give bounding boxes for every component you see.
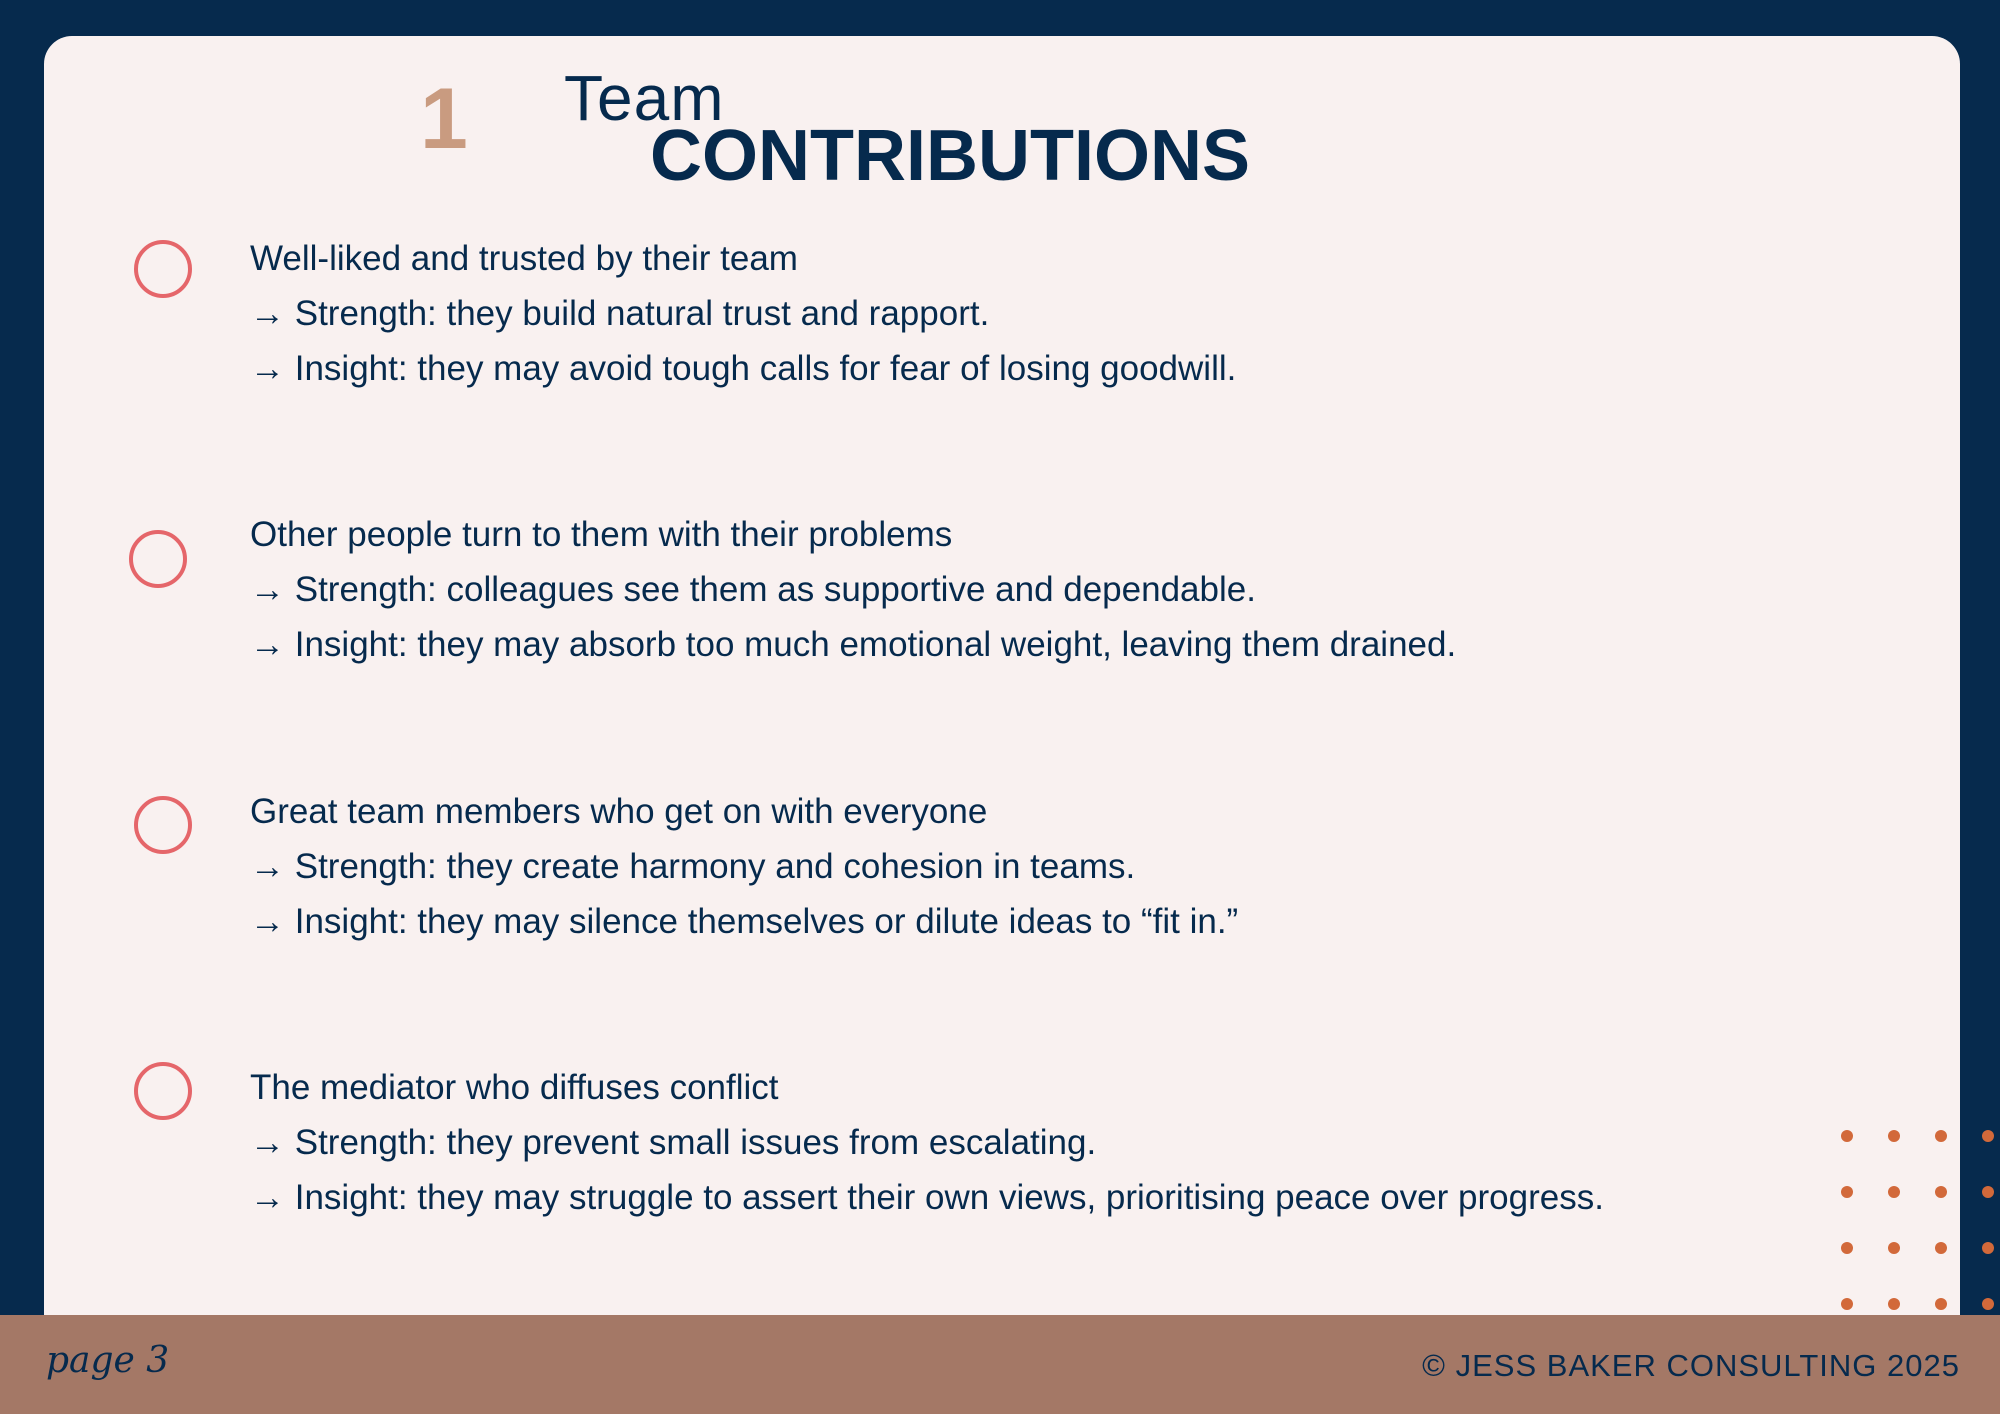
dot xyxy=(1982,1186,1994,1198)
item-insight: → Insight: they may silence themselves or dilute ideas to “fit in.” xyxy=(250,902,1239,941)
dot xyxy=(1935,1130,1947,1142)
dot xyxy=(1841,1186,1853,1198)
page-title-light: Team xyxy=(564,62,725,134)
copyright-notice: © JESS BAKER CONSULTING 2025 xyxy=(1422,1348,1960,1383)
checkbox-circle-icon[interactable] xyxy=(134,240,192,298)
dot xyxy=(1982,1130,1994,1142)
item-strength: → Strength: they create harmony and cohesion in teams. xyxy=(250,847,1136,886)
dot xyxy=(1841,1242,1853,1254)
dot xyxy=(1841,1130,1853,1142)
dot xyxy=(1888,1130,1900,1142)
dot xyxy=(1888,1242,1900,1254)
item-heading: The mediator who diffuses conflict xyxy=(250,1068,779,1107)
item-strength: → Strength: colleagues see them as supportive and dependable. xyxy=(250,570,1256,609)
dot xyxy=(1935,1186,1947,1198)
page-number: page 3 xyxy=(46,1340,170,1381)
dot xyxy=(1982,1298,1994,1310)
dot xyxy=(1935,1242,1947,1254)
section-number: 1 xyxy=(420,71,468,167)
list-item xyxy=(250,507,1456,672)
checkbox-circle-icon[interactable] xyxy=(134,1062,192,1120)
item-insight: → Insight: they may absorb too much emotional weight, leaving them drained. xyxy=(250,625,1457,664)
dot xyxy=(1935,1298,1947,1310)
dot-pattern-decoration xyxy=(1841,1130,2000,1320)
list-item xyxy=(250,784,1238,949)
page-title-bold: CONTRIBUTIONS xyxy=(650,116,1250,196)
dot xyxy=(1888,1186,1900,1198)
list-item xyxy=(250,231,1236,396)
item-insight: → Insight: they may avoid tough calls for fear of losing goodwill. xyxy=(250,349,1237,388)
dot xyxy=(1841,1298,1853,1310)
item-insight: → Insight: they may struggle to assert their own views, prioritising peace over progress. xyxy=(250,1178,1604,1217)
checkbox-circle-icon[interactable] xyxy=(129,530,187,588)
checkbox-circle-icon[interactable] xyxy=(134,796,192,854)
dot xyxy=(1888,1298,1900,1310)
item-strength: → Strength: they build natural trust and rapport. xyxy=(250,294,990,333)
list-item xyxy=(250,1060,1604,1225)
item-heading: Other people turn to them with their problems xyxy=(250,515,953,554)
dot xyxy=(1982,1242,1994,1254)
item-strength: → Strength: they prevent small issues from escalating. xyxy=(250,1123,1097,1162)
item-heading: Well-liked and trusted by their team xyxy=(250,239,798,278)
item-heading: Great team members who get on with everyone xyxy=(250,792,988,831)
